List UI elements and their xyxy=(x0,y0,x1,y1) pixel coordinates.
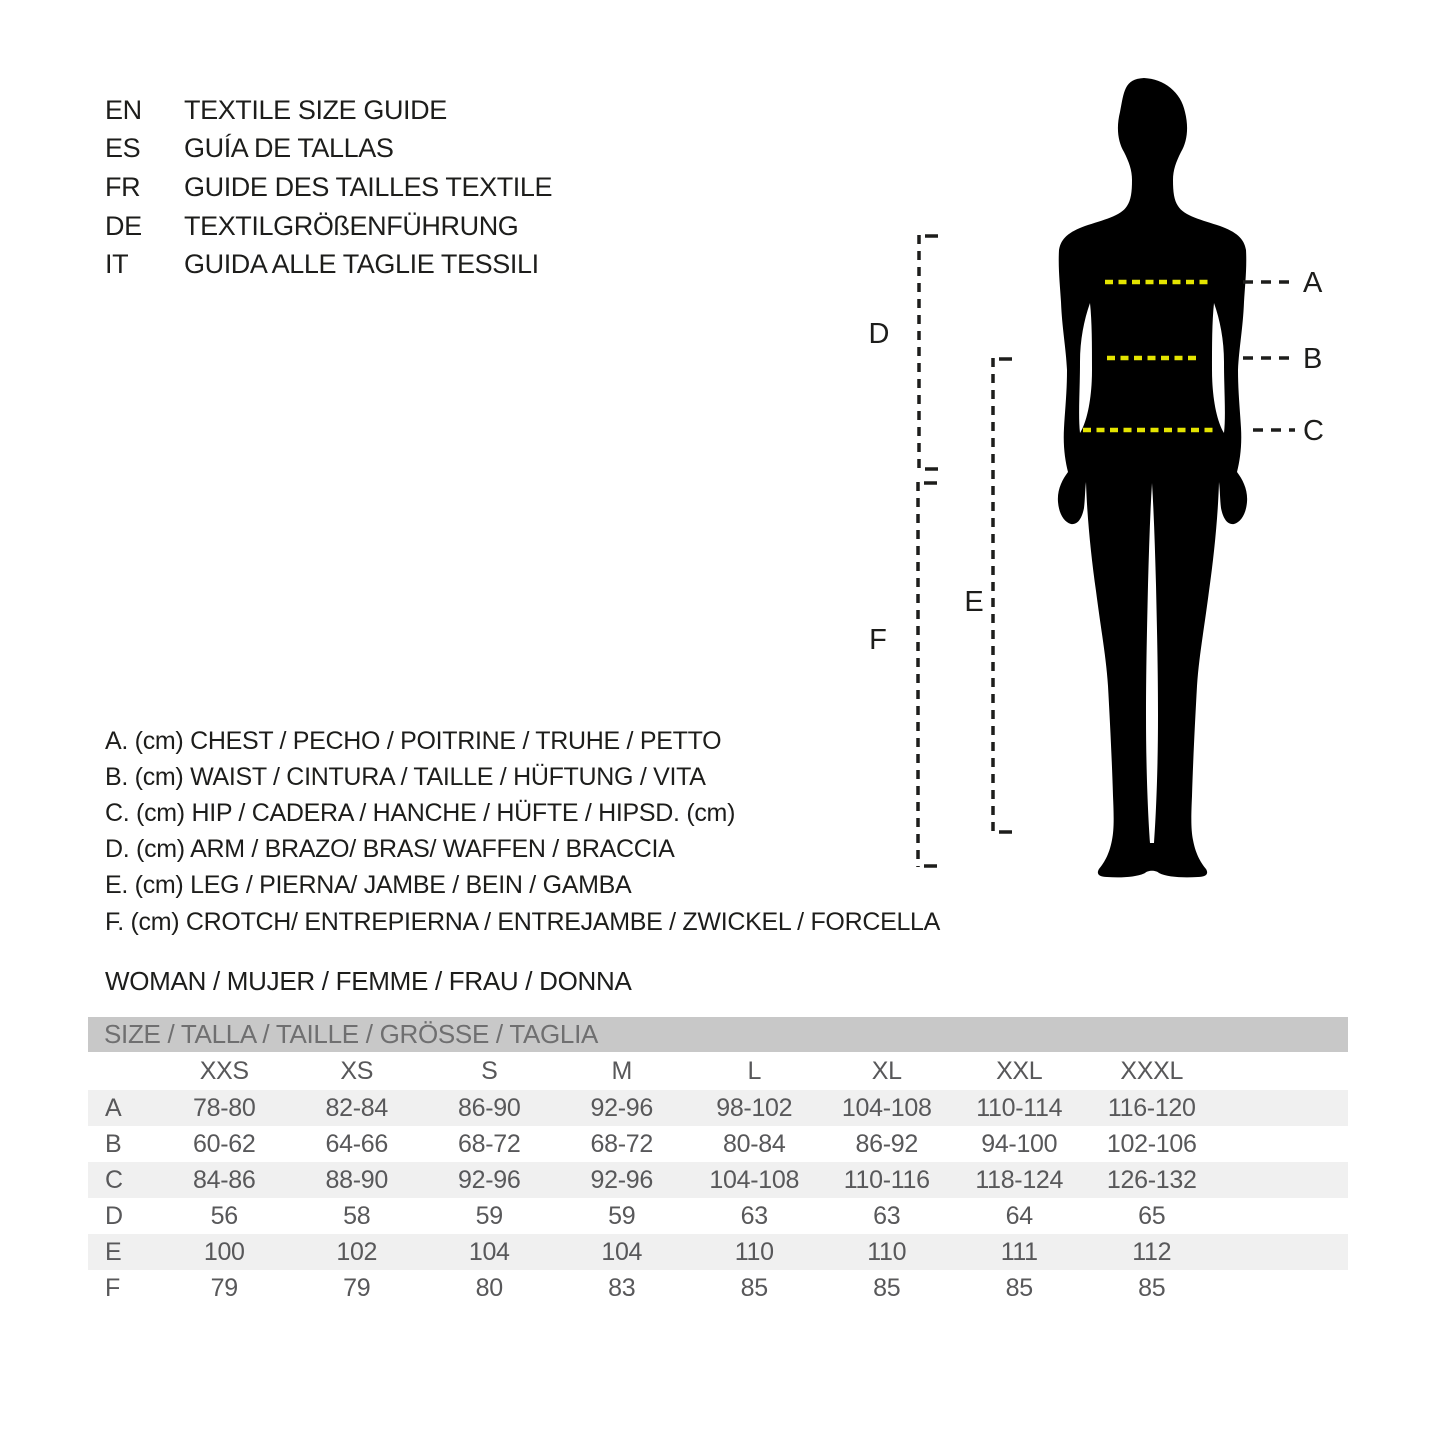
table-cell: 104-108 xyxy=(841,1093,932,1122)
size-column-header: XL xyxy=(871,1056,902,1085)
gender-heading: WOMAN / MUJER / FEMME / FRAU / DONNA xyxy=(105,966,632,996)
measurement-legend-line: D. (cm) ARM / BRAZO/ BRAS/ WAFFEN / BRACCIA xyxy=(105,835,675,864)
language-row xyxy=(105,91,552,130)
measurement-legend-line: F. (cm) CROTCH/ ENTREPIERNA / ENTREJAMBE / ZWICKEL / FORCELLA xyxy=(105,907,941,936)
table-cell: 64-66 xyxy=(325,1129,388,1158)
size-column-header: L xyxy=(747,1056,762,1085)
table-cell: 64 xyxy=(1005,1201,1033,1230)
measurement-legend xyxy=(105,723,940,940)
row-label: D xyxy=(105,1201,123,1230)
table-cell: 68-72 xyxy=(458,1129,521,1158)
size-table xyxy=(88,1017,1348,1306)
table-cell: 84-86 xyxy=(193,1165,256,1194)
table-cell: 63 xyxy=(873,1201,901,1230)
row-label: F xyxy=(105,1273,120,1302)
table-cell: 68-72 xyxy=(590,1129,653,1158)
table-cell: 86-92 xyxy=(855,1129,918,1158)
language-row xyxy=(105,207,552,246)
language-title: GUIDA ALLE TAGLIE TESSILI xyxy=(184,249,539,280)
table-cell: 110-116 xyxy=(843,1165,930,1194)
table-cell: 98-102 xyxy=(716,1093,793,1122)
table-cell: 80-84 xyxy=(723,1129,786,1158)
table-cell: 118-124 xyxy=(975,1165,1064,1194)
chest-label: A xyxy=(1303,267,1323,299)
table-cell: 59 xyxy=(608,1201,636,1230)
leg-label: E xyxy=(964,586,984,618)
size-column-header: XXS xyxy=(199,1056,249,1085)
measurement-legend-line: C. (cm) HIP / CADERA / HANCHE / HÜFTE / HIPSD. (cm) xyxy=(105,798,736,827)
table-cell: 58 xyxy=(343,1201,371,1230)
table-cell: 65 xyxy=(1138,1201,1166,1230)
row-label: B xyxy=(105,1129,122,1158)
table-row xyxy=(88,1162,1348,1198)
table-cell: 92-96 xyxy=(590,1165,653,1194)
table-cell: 83 xyxy=(608,1273,636,1302)
language-row xyxy=(105,245,552,284)
language-title: GUIDE DES TAILLES TEXTILE xyxy=(184,171,553,202)
row-label: E xyxy=(105,1237,122,1266)
language-code: DE xyxy=(105,210,142,241)
language-code: FR xyxy=(105,171,141,202)
table-row xyxy=(88,1234,1348,1270)
language-row xyxy=(105,130,552,169)
table-cell: 126-132 xyxy=(1106,1165,1197,1194)
language-title: GUÍA DE TALLAS xyxy=(184,133,394,164)
crotch-label: F xyxy=(869,624,887,656)
table-cell: 80 xyxy=(475,1273,503,1302)
row-label: A xyxy=(105,1093,122,1122)
table-row xyxy=(88,1270,1348,1306)
hip-label: C xyxy=(1303,415,1324,447)
table-cell: 56 xyxy=(210,1201,238,1230)
measurement-legend-line: E. (cm) LEG / PIERNA/ JAMBE / BEIN / GAMBA xyxy=(105,871,632,900)
table-cell: 85 xyxy=(740,1273,768,1302)
table-row xyxy=(88,1198,1348,1234)
table-cell: 104 xyxy=(601,1237,643,1266)
table-sizes-row xyxy=(88,1052,1348,1090)
table-cell: 60-62 xyxy=(193,1129,256,1158)
woman-measurement-figure xyxy=(840,70,1360,885)
size-column-header: S xyxy=(481,1056,498,1085)
language-title: TEXTILE SIZE GUIDE xyxy=(184,94,447,125)
measurement-legend-line: B. (cm) WAIST / CINTURA / TAILLE / HÜFTUNG / VITA xyxy=(105,762,706,791)
table-cell: 111 xyxy=(1000,1237,1038,1266)
language-code: EN xyxy=(105,94,142,125)
size-column-header: XS xyxy=(340,1056,374,1085)
table-cell: 88-90 xyxy=(325,1165,388,1194)
size-column-header: XXXL xyxy=(1120,1056,1184,1085)
table-cell: 94-100 xyxy=(981,1129,1058,1158)
table-cell: 59 xyxy=(475,1201,503,1230)
table-cell: 110 xyxy=(734,1237,774,1266)
table-cell: 78-80 xyxy=(193,1093,256,1122)
language-title-block xyxy=(105,91,552,284)
table-cell: 85 xyxy=(1005,1273,1033,1302)
table-cell: 85 xyxy=(873,1273,901,1302)
table-row xyxy=(88,1090,1348,1126)
table-cell: 85 xyxy=(1138,1273,1166,1302)
table-header-bar: SIZE / TALLA / TAILLE / GRÖSSE / TAGLIA xyxy=(88,1017,1348,1052)
table-cell: 86-90 xyxy=(458,1093,521,1122)
table-cell: 110-114 xyxy=(976,1093,1063,1122)
table-cell: 100 xyxy=(203,1237,245,1266)
size-column-header: M xyxy=(611,1056,633,1085)
table-cell: 102-106 xyxy=(1106,1129,1197,1158)
table-cell: 110 xyxy=(867,1237,907,1266)
arm-label: D xyxy=(868,318,890,350)
table-cell: 102 xyxy=(336,1237,378,1266)
language-row xyxy=(105,168,552,207)
table-cell: 104-108 xyxy=(709,1165,800,1194)
table-cell: 104 xyxy=(468,1237,510,1266)
table-cell: 63 xyxy=(740,1201,768,1230)
table-cell: 116-120 xyxy=(1107,1093,1196,1122)
table-cell: 79 xyxy=(210,1273,238,1302)
table-cell: 92-96 xyxy=(458,1165,521,1194)
table-body xyxy=(88,1090,1348,1306)
size-column-header: XXL xyxy=(996,1056,1043,1085)
table-cell: 92-96 xyxy=(590,1093,653,1122)
measurement-legend-line: A. (cm) CHEST / PECHO / POITRINE / TRUHE / PETTO xyxy=(105,726,722,755)
table-cell: 82-84 xyxy=(325,1093,388,1122)
table-row xyxy=(88,1126,1348,1162)
language-title: TEXTILGRÖßENFÜHRUNG xyxy=(184,210,519,241)
waist-label: B xyxy=(1303,343,1323,375)
table-cell: 112 xyxy=(1132,1237,1172,1266)
table-cell: 79 xyxy=(343,1273,371,1302)
language-code: ES xyxy=(105,133,141,164)
language-code: IT xyxy=(105,249,129,280)
row-label: C xyxy=(105,1165,123,1194)
